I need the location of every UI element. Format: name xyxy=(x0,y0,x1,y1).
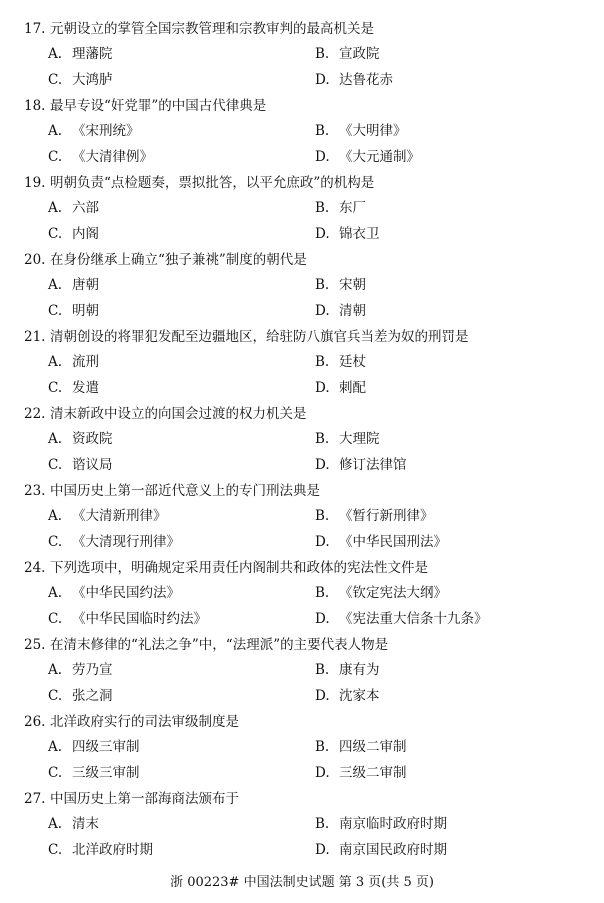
answer-option xyxy=(315,764,407,782)
answer-option xyxy=(48,122,140,140)
option-letter: D. xyxy=(315,226,330,242)
option-letter: B. xyxy=(315,816,330,832)
question-number: 27. xyxy=(24,791,46,807)
option-letter: A. xyxy=(48,46,63,62)
option-letter: B. xyxy=(315,123,330,139)
answer-option xyxy=(48,841,153,859)
option-text: 内阁 xyxy=(72,226,99,242)
option-letter: B. xyxy=(315,200,330,216)
option-text: 四级二审制 xyxy=(339,739,407,755)
option-letter: C. xyxy=(48,226,63,242)
option-text: 《中华民国刑法》 xyxy=(339,534,447,550)
question-number: 19. xyxy=(24,175,46,191)
question-number: 20. xyxy=(24,252,46,268)
option-letter: A. xyxy=(48,123,63,139)
answer-option xyxy=(315,584,447,602)
question-stem-line xyxy=(24,559,428,577)
option-letter: C. xyxy=(48,457,63,473)
answer-option xyxy=(315,661,380,679)
option-letter: B. xyxy=(315,508,330,524)
question-item xyxy=(0,405,604,482)
option-letter: C. xyxy=(48,149,63,165)
answer-option xyxy=(48,379,99,397)
option-text: 康有为 xyxy=(339,662,380,678)
question-stem: 在清末修律的“礼法之争”中，“法理派”的主要代表人物是 xyxy=(50,637,389,653)
option-letter: A. xyxy=(48,585,63,601)
answer-option xyxy=(315,430,380,448)
option-text: 《钦定宪法大纲》 xyxy=(339,585,447,601)
answer-option xyxy=(48,225,99,243)
option-text: 修订法律馆 xyxy=(339,457,407,473)
option-letter: D. xyxy=(315,149,330,165)
answer-option xyxy=(315,507,434,525)
question-stem-line xyxy=(24,790,239,808)
question-item xyxy=(0,174,604,251)
answer-option xyxy=(48,430,113,448)
answer-option xyxy=(315,841,447,859)
question-stem: 最早专设“奸党罪”的中国古代律典是 xyxy=(50,98,267,114)
option-letter: A. xyxy=(48,200,63,216)
option-letter: B. xyxy=(315,585,330,601)
option-text: 《中华民国约法》 xyxy=(72,585,180,601)
option-letter: C. xyxy=(48,380,63,396)
answer-option xyxy=(48,353,99,371)
option-text: 劳乃宣 xyxy=(72,662,113,678)
option-text: 《大清新刑律》 xyxy=(72,508,167,524)
option-letter: D. xyxy=(315,765,330,781)
answer-option xyxy=(315,276,366,294)
answer-option xyxy=(315,815,447,833)
answer-option xyxy=(48,45,113,63)
answer-option xyxy=(315,225,380,243)
answer-option xyxy=(315,379,366,397)
option-text: 清朝 xyxy=(339,303,366,319)
option-text: 达鲁花赤 xyxy=(339,72,393,88)
question-item xyxy=(0,251,604,328)
question-item xyxy=(0,713,604,790)
option-letter: D. xyxy=(315,534,330,550)
question-stem: 清朝创设的将罪犯发配至边疆地区，给驻防八旗官兵当差为奴的刑罚是 xyxy=(50,329,469,345)
question-item xyxy=(0,482,604,559)
option-text: 大理院 xyxy=(339,431,380,447)
answer-option xyxy=(315,45,380,63)
option-text: 北洋政府时期 xyxy=(72,842,153,858)
option-letter: C. xyxy=(48,611,63,627)
question-stem-line xyxy=(24,251,307,269)
option-text: 《大清律例》 xyxy=(72,149,153,165)
option-text: 《中华民国临时约法》 xyxy=(72,611,207,627)
option-letter: C. xyxy=(48,303,63,319)
answer-option xyxy=(48,815,99,833)
question-stem: 中国历史上第一部海商法颁布于 xyxy=(50,791,239,807)
answer-option xyxy=(315,71,393,89)
option-letter: B. xyxy=(315,431,330,447)
answer-option xyxy=(315,687,380,705)
option-text: 清末 xyxy=(72,816,99,832)
answer-option xyxy=(48,456,113,474)
option-letter: A. xyxy=(48,739,63,755)
question-stem: 下列选项中，明确规定采用责任内阁制共和政体的宪法性文件是 xyxy=(50,560,428,576)
answer-option xyxy=(48,610,207,628)
page-footer: 浙 00223# 中国法制史试题 第 3 页(共 5 页) xyxy=(170,875,434,890)
answer-option xyxy=(48,661,113,679)
question-number: 23. xyxy=(24,483,46,499)
option-text: 明朝 xyxy=(72,303,99,319)
option-text: 谘议局 xyxy=(72,457,113,473)
answer-option xyxy=(315,738,407,756)
option-text: 南京临时政府时期 xyxy=(339,816,447,832)
option-letter: B. xyxy=(315,739,330,755)
question-number: 22. xyxy=(24,406,46,422)
option-text: 宣政院 xyxy=(339,46,380,62)
question-item xyxy=(0,790,604,867)
question-list xyxy=(0,20,604,867)
question-number: 18. xyxy=(24,98,46,114)
question-stem: 北洋政府实行的司法审级制度是 xyxy=(50,714,239,730)
question-item xyxy=(0,636,604,713)
answer-option xyxy=(48,738,140,756)
question-stem-line xyxy=(24,328,469,346)
question-stem: 清末新政中设立的向国会过渡的权力机关是 xyxy=(50,406,307,422)
question-stem-line xyxy=(24,713,239,731)
option-text: 《大元通制》 xyxy=(339,149,420,165)
option-letter: A. xyxy=(48,508,63,524)
option-text: 发遣 xyxy=(72,380,99,396)
option-letter: C. xyxy=(48,688,63,704)
option-letter: B. xyxy=(315,662,330,678)
question-stem: 中国历史上第一部近代意义上的专门刑法典是 xyxy=(50,483,320,499)
option-text: 《宋刑统》 xyxy=(72,123,140,139)
question-stem-line xyxy=(24,174,374,192)
question-item xyxy=(0,559,604,636)
answer-option xyxy=(48,584,180,602)
answer-option xyxy=(48,148,153,166)
answer-option xyxy=(315,353,366,371)
question-number: 21. xyxy=(24,329,46,345)
answer-option xyxy=(48,507,167,525)
question-number: 26. xyxy=(24,714,46,730)
answer-option xyxy=(315,148,420,166)
option-text: 廷杖 xyxy=(339,354,366,370)
option-text: 南京国民政府时期 xyxy=(339,842,447,858)
option-text: 锦衣卫 xyxy=(339,226,380,242)
question-stem-line xyxy=(24,482,320,500)
question-stem: 在身份继承上确立“独子兼祧”制度的朝代是 xyxy=(50,252,307,268)
option-letter: C. xyxy=(48,765,63,781)
answer-option xyxy=(315,199,366,217)
option-text: 张之洞 xyxy=(72,688,113,704)
question-stem: 明朝负责“点检题奏，票拟批答，以平允庶政”的机构是 xyxy=(50,175,375,191)
answer-option xyxy=(315,122,407,140)
answer-option xyxy=(48,533,180,551)
option-letter: D. xyxy=(315,457,330,473)
option-letter: B. xyxy=(315,277,330,293)
question-number: 25. xyxy=(24,637,46,653)
option-letter: C. xyxy=(48,72,63,88)
question-stem-line xyxy=(24,20,374,38)
question-stem: 元朝设立的掌管全国宗教管理和宗教审判的最高机关是 xyxy=(50,21,374,37)
option-text: 《宪法重大信条十九条》 xyxy=(339,611,488,627)
option-text: 唐朝 xyxy=(72,277,99,293)
question-item xyxy=(0,328,604,405)
question-number: 24. xyxy=(24,560,46,576)
question-item xyxy=(0,20,604,97)
option-text: 六部 xyxy=(72,200,99,216)
option-letter: D. xyxy=(315,72,330,88)
option-text: 《大明律》 xyxy=(339,123,407,139)
answer-option xyxy=(48,199,99,217)
option-text: 刺配 xyxy=(339,380,366,396)
option-letter: A. xyxy=(48,354,63,370)
answer-option xyxy=(48,276,99,294)
option-letter: A. xyxy=(48,277,63,293)
option-letter: A. xyxy=(48,431,63,447)
option-text: 流刑 xyxy=(72,354,99,370)
option-text: 四级三审制 xyxy=(72,739,140,755)
answer-option xyxy=(48,764,140,782)
option-text: 资政院 xyxy=(72,431,113,447)
question-item xyxy=(0,97,604,174)
question-stem-line xyxy=(24,636,388,654)
option-letter: A. xyxy=(48,816,63,832)
option-letter: D. xyxy=(315,688,330,704)
answer-option xyxy=(48,302,99,320)
option-text: 三级三审制 xyxy=(72,765,140,781)
option-text: 宋朝 xyxy=(339,277,366,293)
option-text: 大鸿胪 xyxy=(72,72,113,88)
option-letter: B. xyxy=(315,354,330,370)
option-text: 《大清现行刑律》 xyxy=(72,534,180,550)
option-letter: C. xyxy=(48,534,63,550)
option-text: 理藩院 xyxy=(72,46,113,62)
answer-option xyxy=(315,533,447,551)
option-text: 三级二审制 xyxy=(339,765,407,781)
question-number: 17. xyxy=(24,21,46,37)
answer-option xyxy=(315,302,366,320)
option-letter: D. xyxy=(315,611,330,627)
answer-option xyxy=(315,456,407,474)
option-letter: D. xyxy=(315,842,330,858)
option-text: 《暂行新刑律》 xyxy=(339,508,434,524)
answer-option xyxy=(315,610,488,628)
answer-option xyxy=(48,687,113,705)
option-letter: D. xyxy=(315,303,330,319)
option-text: 沈家本 xyxy=(339,688,380,704)
question-stem-line xyxy=(24,97,266,115)
option-letter: B. xyxy=(315,46,330,62)
question-stem-line xyxy=(24,405,307,423)
option-text: 东厂 xyxy=(339,200,366,216)
option-letter: C. xyxy=(48,842,63,858)
option-letter: D. xyxy=(315,380,330,396)
option-letter: A. xyxy=(48,662,63,678)
answer-option xyxy=(48,71,113,89)
